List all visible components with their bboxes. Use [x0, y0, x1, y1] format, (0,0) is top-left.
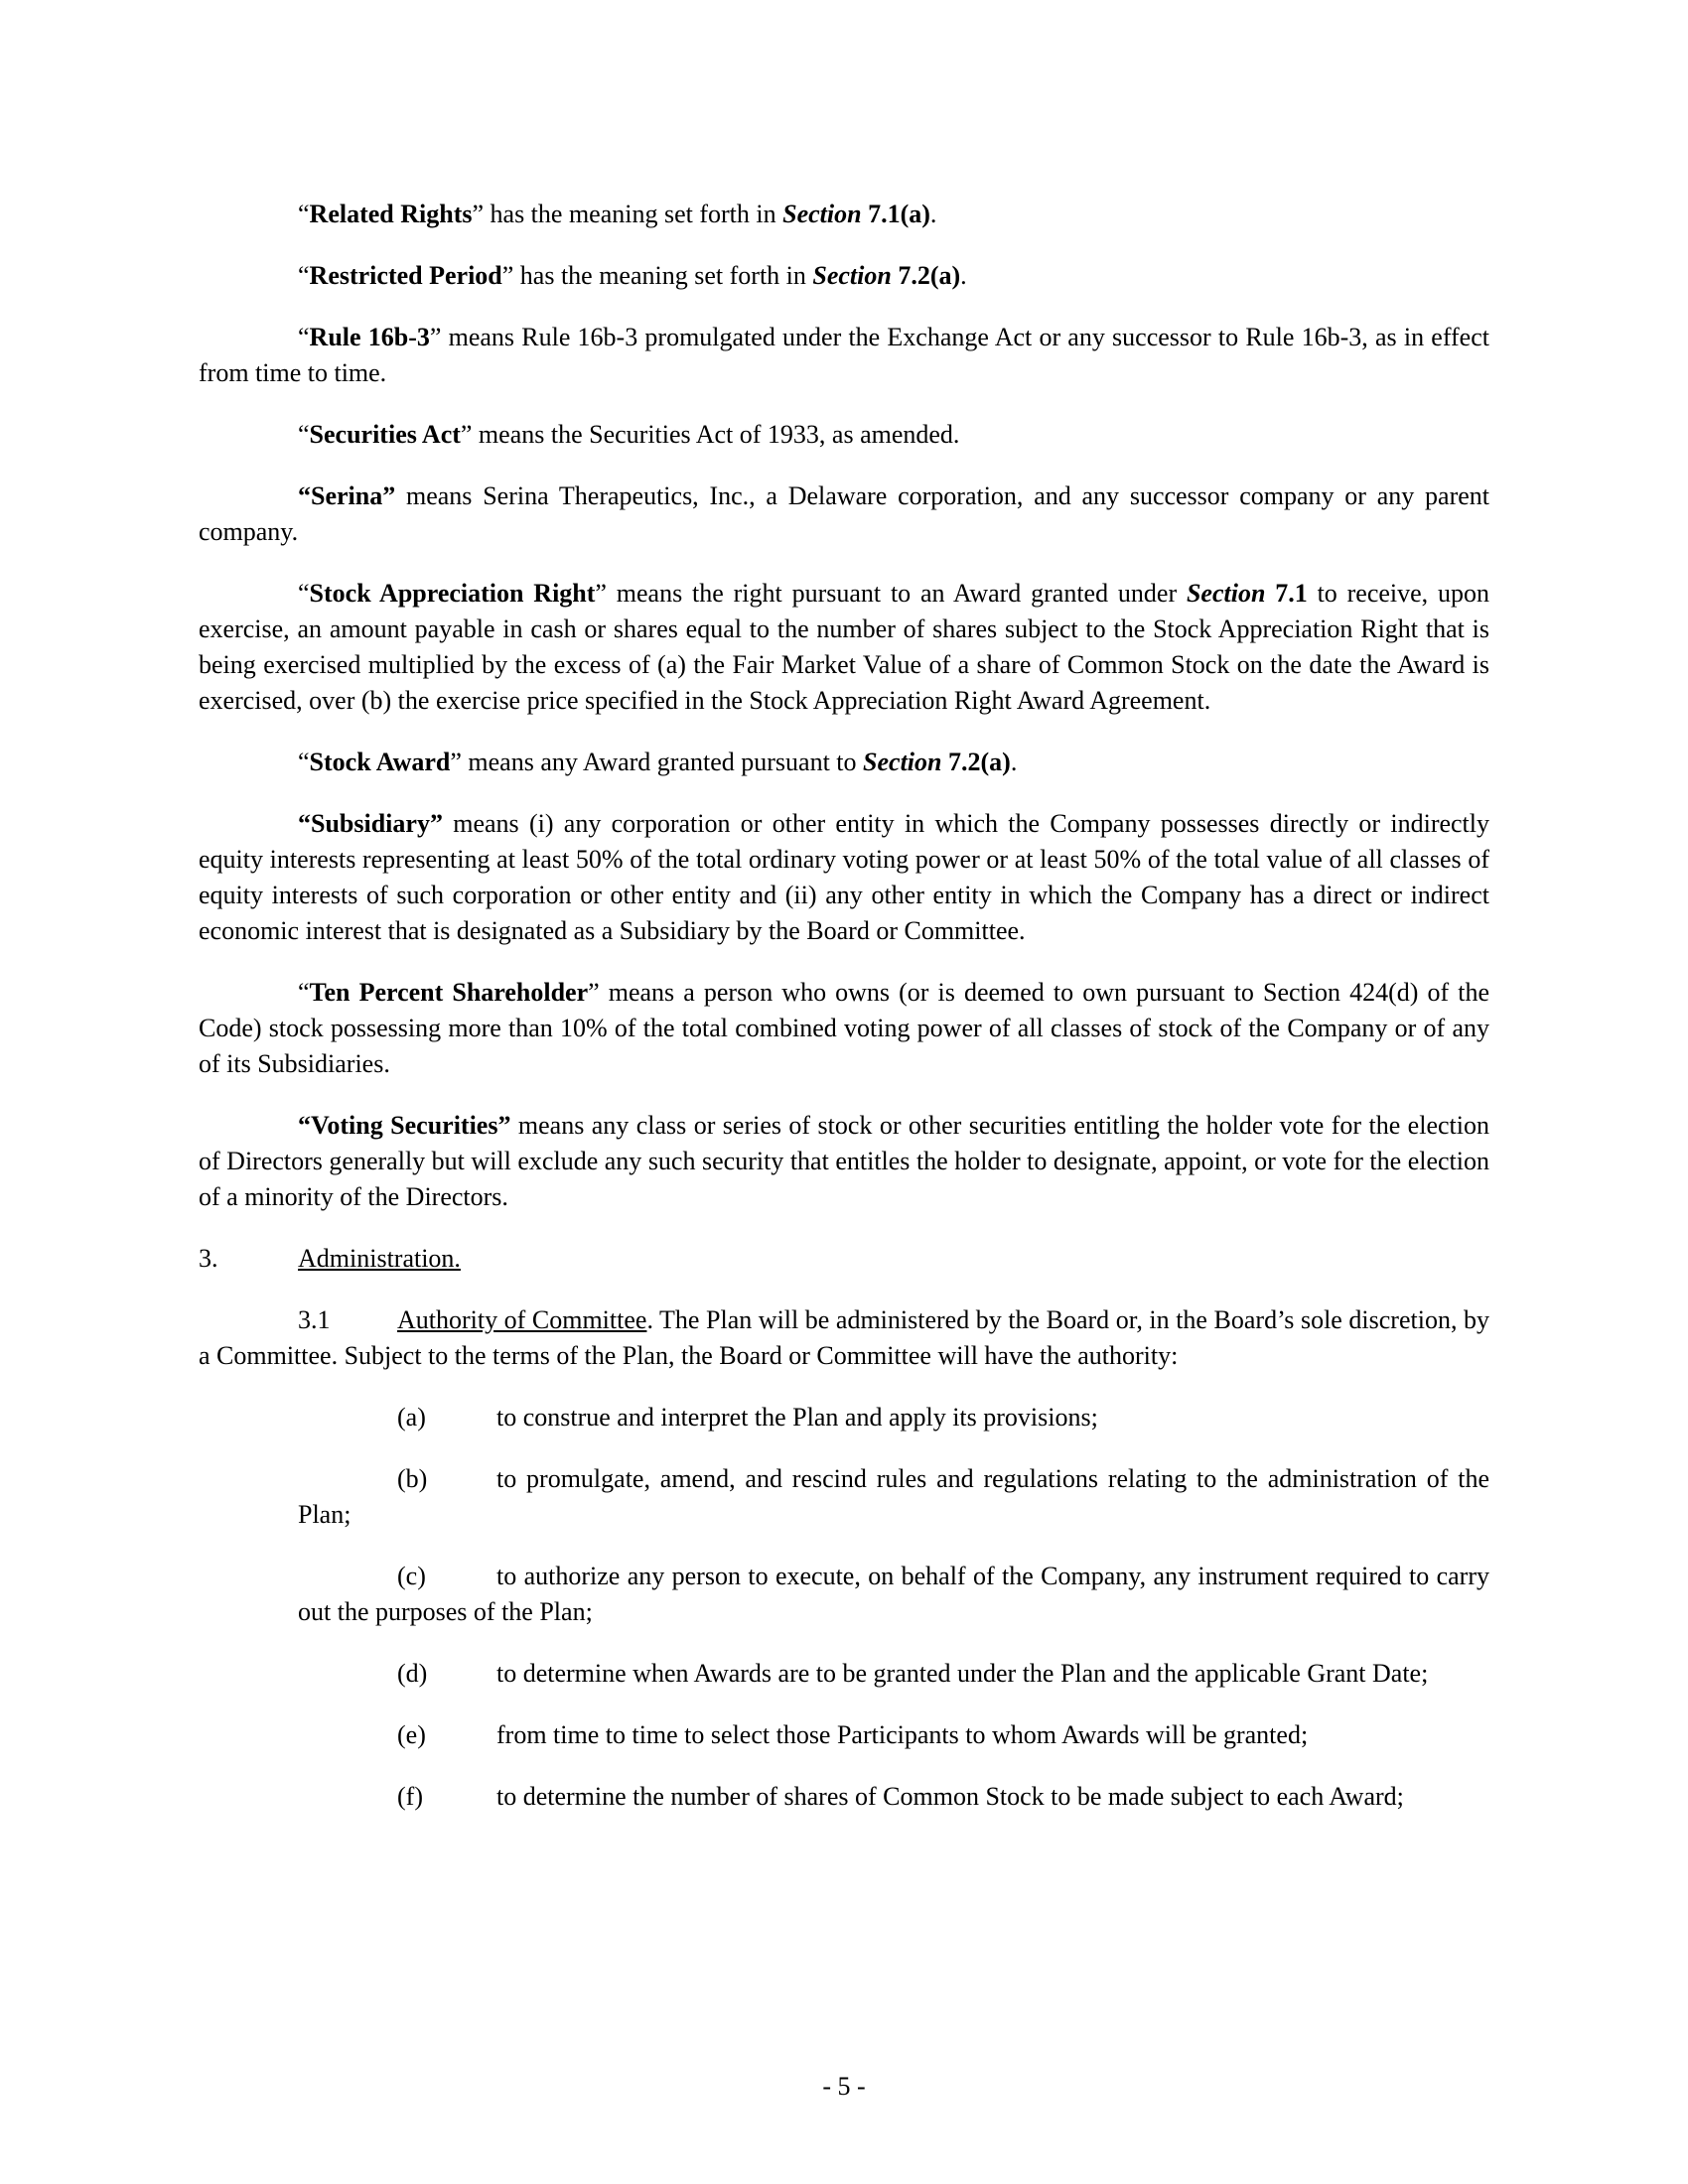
text-segment: “	[298, 200, 310, 228]
text-segment: “	[298, 579, 310, 608]
text-segment: .	[1010, 748, 1018, 776]
text-segment: Related Rights	[309, 200, 473, 228]
item-label: 3.1	[298, 1305, 331, 1334]
text-segment: ” means any Award granted pursuant to	[450, 748, 864, 776]
text-segment: means (i) any corporation or other entity in which the Company possesses directly or indirectly equity interests representing at least 50% of the total ordinary voting power or at least 50% of the total value of all classes of equity interests of such corporation or other entity and (ii) any other entity in which the Company has a direct or indirect economic interest that is designated as a Subsidiary by the Board or Committee.	[199, 809, 1489, 945]
text-segment: “	[298, 323, 310, 351]
document-content	[199, 197, 1489, 1841]
paragraph	[199, 975, 1489, 1082]
item-label: (d)	[397, 1659, 428, 1688]
paragraph	[199, 576, 1489, 719]
text-segment: to determine the number of shares of Common Stock to be made subject to each Award;	[496, 1782, 1404, 1811]
text-segment: ” has the meaning set forth in	[501, 261, 813, 290]
list-item	[298, 1779, 1489, 1815]
text-segment: from time to time to select those Participants to whom Awards will be granted;	[496, 1720, 1309, 1749]
text-segment: ” means the right pursuant to an Award granted under	[595, 579, 1187, 608]
text-segment: Ten Percent Shareholder	[309, 978, 589, 1007]
text-segment: “	[298, 748, 310, 776]
text-segment: Section	[863, 748, 942, 776]
text-segment: .	[929, 200, 937, 228]
text-segment: 7.2(a)	[891, 261, 961, 290]
list-item	[298, 1461, 1489, 1533]
item-label: (f)	[397, 1782, 423, 1811]
text-segment: 7.1	[1265, 579, 1308, 608]
text-segment: to promulgate, amend, and rescind rules and regulations relating to the administration of the Plan;	[298, 1464, 1489, 1529]
text-segment: Stock Appreciation Right	[309, 579, 596, 608]
text-segment: Section	[812, 261, 892, 290]
paragraph	[199, 745, 1489, 780]
text-segment: Authority of Committee	[397, 1305, 647, 1334]
text-segment: 7.1(a)	[861, 200, 930, 228]
text-segment: “Subsidiary”	[298, 809, 443, 838]
text-segment: Section	[782, 200, 862, 228]
list-item	[298, 1717, 1489, 1753]
page-number: - 5 -	[822, 2072, 866, 2101]
text-segment: ” means the Securities Act of 1933, as amended.	[460, 420, 960, 449]
text-segment: to determine when Awards are to be granted under the Plan and the applicable Grant Date;	[496, 1659, 1429, 1688]
section-heading	[199, 1241, 1489, 1277]
text-segment: to receive, upon exercise, an amount payable in cash or shares equal to the number of shares subject to the Stock Appreciation Right that is being exercised multiplied by the excess of (a) the Fair Market Value of a share of Common Stock on the date the Award is exercised, over (b) the exercise price specified in the Stock Appreciation Right Award Agreement.	[199, 579, 1490, 715]
text-segment: “Serina”	[298, 481, 396, 510]
paragraph	[199, 1302, 1489, 1374]
text-segment: ” means a person who owns (or is deemed to own pursuant to Section 424(d) of the Code) stock possessing more than 10% of the total combined voting power of all classes of stock of the Company or of any of its Subsidiaries.	[199, 978, 1489, 1078]
paragraph	[199, 197, 1489, 232]
paragraph	[199, 1108, 1489, 1215]
paragraph	[199, 320, 1489, 391]
text-segment: ” has the meaning set forth in	[472, 200, 783, 228]
list-item	[298, 1559, 1489, 1630]
text-segment: ” means Rule 16b-3 promulgated under the Exchange Act or any successor to Rule 16b-3, as in effect from time to time.	[199, 323, 1489, 387]
text-segment: Section	[1186, 579, 1266, 608]
text-segment: “	[298, 978, 310, 1007]
text-segment: Stock Award	[309, 748, 451, 776]
text-segment: Administration.	[298, 1244, 461, 1273]
paragraph	[199, 258, 1489, 294]
text-segment: means any class or series of stock or other securities entitling the holder vote for the election of Directors generally but will exclude any such security that entitles the holder to designate, appoint, or vote for the election of a minority of the Directors.	[199, 1111, 1489, 1211]
text-segment: “Voting Securities”	[298, 1111, 511, 1140]
text-segment: Restricted Period	[309, 261, 502, 290]
item-label: 3.	[199, 1244, 218, 1273]
text-segment: means Serina Therapeutics, Inc., a Delaware corporation, and any successor company or any parent company.	[199, 481, 1489, 546]
text-segment: to construe and interpret the Plan and apply its provisions;	[496, 1403, 1098, 1432]
text-segment: to authorize any person to execute, on behalf of the Company, any instrument required to carry out the purposes of the Plan;	[298, 1562, 1489, 1626]
text-segment: .	[960, 261, 967, 290]
item-label: (a)	[397, 1403, 426, 1432]
text-segment: Securities Act	[309, 420, 461, 449]
list-item	[298, 1400, 1489, 1435]
text-segment: Rule 16b-3	[309, 323, 430, 351]
paragraph	[199, 417, 1489, 453]
text-segment: 7.2(a)	[941, 748, 1011, 776]
text-segment: . The Plan will be administered by the Board or, in the Board’s sole discretion, by a Committee. Subject to the terms of the Plan, the Board or Committee will have the authority:	[199, 1305, 1490, 1370]
item-label: (b)	[397, 1464, 428, 1493]
paragraph	[199, 806, 1489, 949]
text-segment: “	[298, 420, 310, 449]
paragraph	[199, 478, 1489, 550]
item-label: (c)	[397, 1562, 426, 1590]
text-segment: “	[298, 261, 310, 290]
item-label: (e)	[397, 1720, 426, 1749]
list-item	[298, 1656, 1489, 1692]
